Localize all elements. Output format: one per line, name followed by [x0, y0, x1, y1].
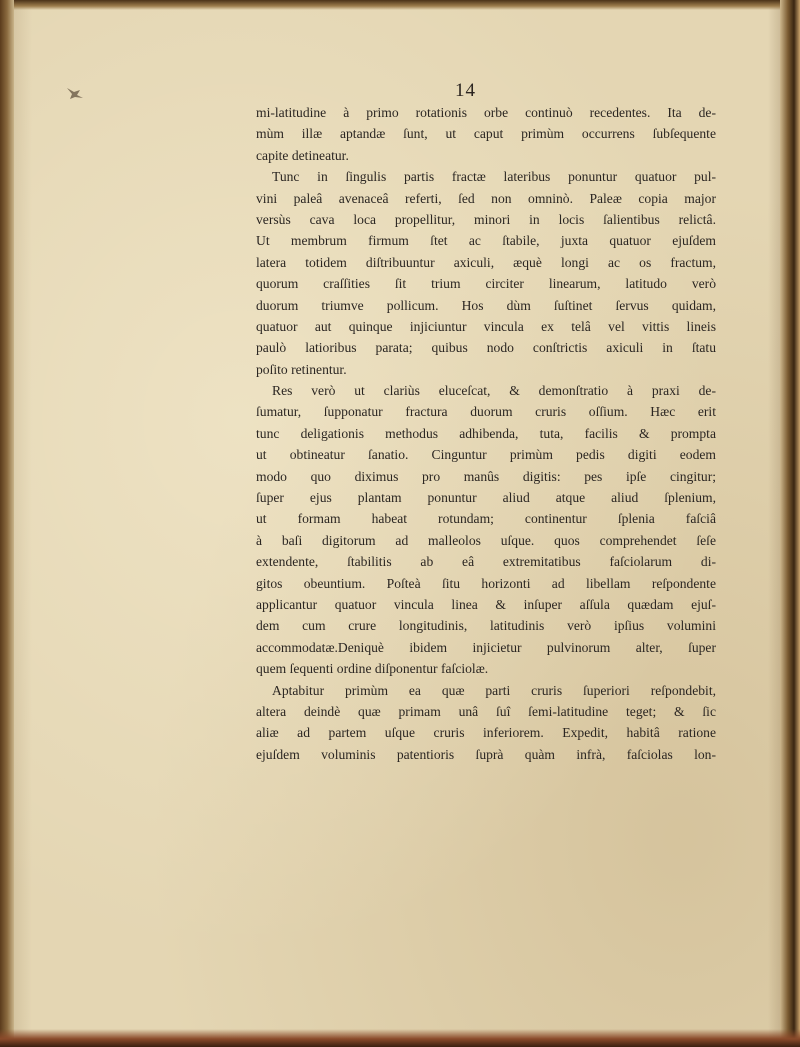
- text-line: aliæ ad partem uſque cruris inferiorem. Expedit, habitâ ratione: [256, 725, 716, 741]
- text-line: mùm illæ aptandæ ſunt, ut caput primùm occurrens ſubſequente: [256, 126, 716, 142]
- text-line: poſito retinentur.: [256, 361, 347, 377]
- text-line: ſumatur, ſupponatur fractura duorum cruris oſſium. Hæc erit: [256, 404, 716, 420]
- text-line: ut formam habeat rotundam; continentur ſplenia faſciâ: [256, 511, 716, 527]
- ink-blot-icon: [66, 86, 84, 100]
- text-line: paulò latioribus parata; quibus nodo conſtrictis axiculi in ſtatu: [256, 340, 716, 356]
- text-line: à baſi digitorum ad malleolos uſque. quos comprehendet ſeſe: [256, 532, 716, 548]
- page-right-edge: [780, 0, 800, 1047]
- text-line: Res verò ut clariùs eluceſcat, & demonſtratio à praxi de-: [272, 383, 716, 399]
- text-line: Aptabitur primùm ea quæ parti cruris ſuperiori reſpondebit,: [272, 682, 716, 698]
- text-line: quem ſequenti ordine diſponentur faſciolæ.: [256, 661, 489, 677]
- text-line: gitos obeuntium. Poſteà ſitu horizonti ad libellam reſpondente: [256, 575, 716, 591]
- page-bottom-edge: [0, 1029, 800, 1047]
- text-line: ejuſdem voluminis patentioris ſuprà quàm infrà, faſciolas lon-: [256, 746, 716, 762]
- text-line: applicantur quatuor vincula linea & inſuper aſſula quædam ejuſ-: [256, 596, 716, 612]
- text-line: modo quo diximus pro manûs digitis: pes ipſe cingitur;: [256, 468, 716, 484]
- page-left-edge: [0, 0, 14, 1047]
- text-line: vini paleâ avenaceâ referti, ſed non omninò. Paleæ copia major: [256, 190, 716, 206]
- text-line: ſuper ejus plantam ponuntur aliud atque aliud ſplenium,: [256, 490, 716, 506]
- text-line: ut obtineatur ſanatio. Cinguntur primùm pedis digiti eodem: [256, 447, 716, 463]
- text-line: mi-latitudine à primo rotationis orbe continuò recedentes. Ita de-: [256, 105, 716, 120]
- text-line: extendente, ſtabilitis ab eâ extremitatibus faſciolarum di-: [256, 554, 716, 570]
- text-line: quatuor aut quinque injiciuntur vincula ex telâ vel vittis lineis: [256, 318, 716, 334]
- text-line: quorum craſſities ſit trium circiter linearum, latitudo verò: [256, 276, 716, 292]
- text-line: accommodatæ.Deniquè ibidem injicietur pulvinorum alter, ſuper: [256, 639, 716, 655]
- page-number: 14: [455, 80, 476, 101]
- text-line: tunc deligationis methodus adhibenda, tuta, facilis & prompta: [256, 425, 716, 441]
- text-line: Tunc in ſingulis partis fractæ lateribus ponuntur quatuor pul-: [272, 169, 716, 185]
- text-line: altera deindè quæ primam unâ ſuî ſemi-latitudine teget; & ſic: [256, 703, 716, 719]
- body-text: [256, 102, 716, 765]
- text-line: latera totidem diſtribuuntur axiculi, æquè longi ac os fractum,: [256, 254, 716, 270]
- text-line: Ut membrum firmum ſtet ac ſtabile, juxta quatuor ejuſdem: [256, 233, 716, 249]
- text-line: versùs cava loca propellitur, minori in locis ſalientibus relictâ.: [256, 211, 716, 227]
- page-top-edge: [0, 0, 800, 10]
- text-line: duorum triumve pollicum. Hos dùm ſuſtinet ſervus quidam,: [256, 297, 716, 313]
- text-line: dem cum crure longitudinis, latitudinis verò ipſius volumini: [256, 618, 716, 634]
- text-line: capite detineatur.: [256, 147, 349, 163]
